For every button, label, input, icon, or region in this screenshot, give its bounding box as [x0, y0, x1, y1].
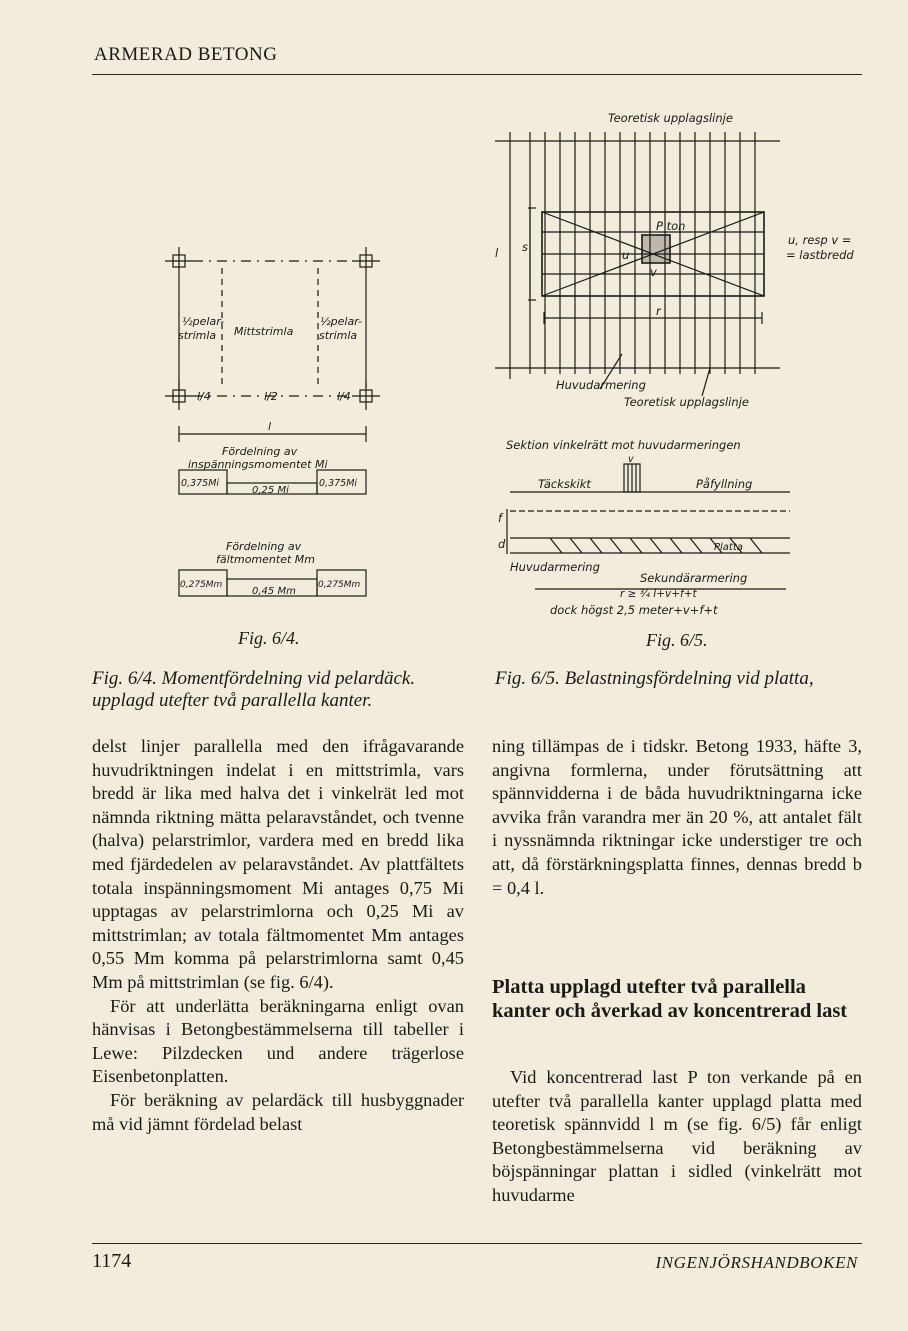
dock-label: dock högst 2,5 meter+v+f+t	[550, 603, 718, 617]
left-paragraph-1: delst linjer parallella med den ifrågavarande huvudriktningen indelat i en mittstrimla, vars bredd är lika med halva det i vinkelrät led mot nämnda riktning mätta pelaravståndet, och tvenne (halva) pelarstrimlor, vardera med en bredd lika med fjärdedelen av pelaravståndet. Av plattfältets totala inspänningsmoment Mi antages 0,75 Mi upptagas av pelarstrimlorna och 0,25 Mi av mittstrimlan; av totala fältmomentet Mm antages 0,55 Mm komma på pelarstrimlorna samt 0,45 Mm på mittstrimlan (se fig. 6/4).	[92, 736, 464, 992]
figure-6-5-drawing	[490, 104, 865, 624]
huvudarmering-label: Huvudarmering	[556, 378, 646, 392]
strimla-left-label: strimla	[178, 329, 217, 342]
falt-left-value: 0,275Mm	[180, 580, 223, 590]
pelarstrimla-right-label: ½pelar-	[320, 315, 363, 328]
u-resp-v-label-1: u, resp v =	[788, 233, 852, 247]
figure-6-4-drawing	[160, 238, 390, 618]
figure-6-4-caption	[92, 668, 482, 712]
figure-6-4-caption-line-2: upplagd utefter två parallella kanter.	[92, 690, 373, 711]
inspanning-mid-value: 0,25 Mi	[252, 485, 289, 496]
v-label: v	[650, 265, 657, 279]
falt-title-1: Fördelning av	[226, 540, 302, 553]
p-ton-label: P ton	[656, 219, 686, 233]
figure-6-4	[160, 238, 390, 618]
left-paragraph-3: För beräkning av pelardäck till husbyggnader må vid jämnt fördelad belast	[92, 1089, 464, 1134]
left-column-text	[92, 735, 464, 1136]
teoretisk-bottom-label: Teoretisk upplagslinje	[624, 395, 749, 409]
figure-6-5-label: Fig. 6/5.	[646, 630, 708, 650]
figure-6-4-label: Fig. 6/4.	[238, 628, 300, 648]
falt-right-value: 0,275Mm	[318, 580, 361, 590]
left-paragraph-2: För att underlätta beräkningarna enligt ovan hänvisas i Betongbestämmelserna till tabeller i Lewe: Pilzdecken und andere trägerlose Eisenbetonplatten.	[92, 995, 464, 1087]
right-paragraph-2: Vid koncentrerad last P ton verkande på en utefter två parallella kanter upplagd platta med teoretisk spännvidd l m (se fig. 6/5) får enligt Betongbestämmelserna vid beräkning av böjspänningar plattan i sidled (vinkelrätt mot huvudarme	[492, 1067, 862, 1205]
right-column-text-top	[492, 735, 862, 900]
span-l-label: l	[268, 420, 272, 433]
v-top-label: v	[628, 454, 634, 465]
platta-label: Platta	[714, 542, 743, 553]
huvudarmering-section-label: Huvudarmering	[510, 560, 600, 574]
running-header: ARMERAD BETONG	[94, 44, 278, 65]
inspanning-title-1: Fördelning av	[222, 445, 298, 458]
book-title: INGENJÖRSHANDBOKEN	[655, 1253, 858, 1272]
strimla-right-label: strimla	[319, 329, 358, 342]
figure-6-5-caption: Fig. 6/5. Belastningsfördelning vid platta,	[495, 668, 814, 689]
right-column-text-bottom	[492, 1066, 862, 1208]
mittstrimla-label: Mittstrimla	[234, 325, 294, 338]
right-paragraph-1: ning tillämpas de i tidskr. Betong 1933, häfte 3, angivna formlerna, under förutsättning att spännvidderna i de båda huvudriktningarna icke avvika från varandra mer än 20 %, att antalet fält i nyssnämnda riktningar icke understiger tre och att, då förstärkningsplatta finnes, dennas bredd b = 0,4 l.	[492, 736, 862, 898]
sekundararmering-label: Sekundärarmering	[640, 571, 748, 585]
inspanning-title-2: inspänningsmomentet Mi	[188, 458, 328, 471]
inspanning-left-value: 0,375Mi	[181, 478, 220, 489]
d-label: d	[498, 537, 506, 551]
sektion-label: Sektion vinkelrätt mot huvudarmeringen	[506, 438, 741, 452]
section-heading: Platta upplagd utefter två parallella kanter och åverkad av koncentrerad last	[492, 976, 848, 1022]
figure-6-4-caption-line-1: Fig. 6/4. Momentfördelning vid pelardäck.	[92, 668, 416, 689]
r-label: r	[656, 304, 661, 318]
teoretisk-top-label: Teoretisk upplagslinje	[608, 111, 733, 125]
u-resp-v-label-2: = lastbredd	[786, 248, 854, 262]
r-formula-label: r ≥ ¾ l+v+f+t	[620, 588, 697, 600]
footer-rule	[92, 1243, 862, 1244]
inspanning-right-value: 0,375Mi	[319, 478, 358, 489]
l-label: l	[495, 246, 499, 260]
header-rule	[92, 74, 862, 75]
page-number: 1174	[92, 1250, 132, 1272]
u-label: u	[622, 248, 630, 262]
falt-mid-value: 0,45 Mm	[252, 586, 296, 597]
quarter-left-label: l/4	[197, 390, 211, 403]
pafyllning-label: Påfyllning	[696, 477, 753, 491]
quarter-right-label: l/4	[337, 390, 351, 403]
falt-title-2: fältmomentet Mm	[216, 553, 315, 566]
pelarstrimla-left-label: ½pelar-	[182, 315, 225, 328]
figure-6-5	[490, 104, 865, 624]
f-label: f	[498, 511, 503, 525]
s-label: s	[522, 240, 528, 254]
half-label: l/2	[264, 390, 278, 403]
tackskikt-label: Täckskikt	[538, 477, 591, 491]
